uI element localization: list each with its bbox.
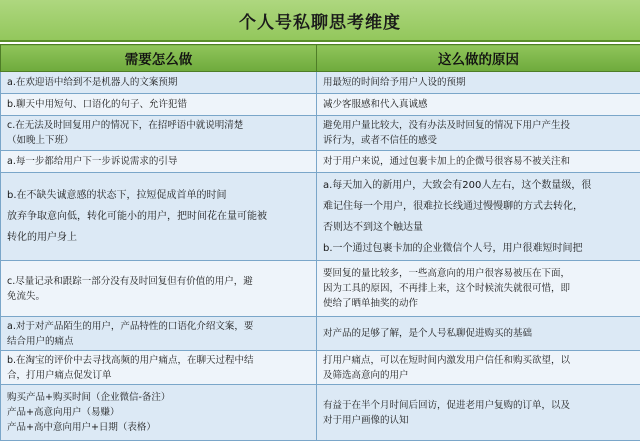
cell-how — [1, 72, 317, 94]
cell-why — [317, 72, 640, 94]
table-title: 个人号私聊思考维度 — [0, 0, 640, 42]
cell-how — [1, 317, 317, 351]
cell-text-line: b.聊天中用短句、口语化的句子、允许犯错 — [7, 99, 188, 110]
cell-how — [1, 385, 317, 441]
cell-why — [317, 351, 640, 385]
cell-text-line: 难记住每一个用户，很难拉长线通过慢慢聊的方式去转化， — [323, 200, 583, 212]
cell-text-line: 免流失。 — [7, 290, 46, 302]
header-why: 这么做的原因 — [317, 45, 640, 72]
strategy-table — [0, 44, 640, 441]
cell-text-line: 对于用户来说，通过包裹卡加上的企微号很容易不被关注和 — [323, 156, 571, 167]
cell-text-line: b.在不缺失诚意感的状态下，拉短促成首单的时间 — [7, 190, 227, 201]
cell-how — [1, 351, 317, 385]
cell-text-line: b.在淘宝的评价中去寻找高频的用户痛点，在聊天过程中结 — [7, 354, 254, 366]
cell-text-line: 否则达不到这个触达量 — [323, 221, 423, 233]
table-row — [1, 351, 640, 385]
cell-how — [1, 173, 317, 261]
cell-text-line: 避免用户量比较大，没有办法及时回复的情况下用户产生投 — [323, 120, 571, 131]
cell-text-line: 及筛选高意向的用户 — [323, 369, 409, 381]
cell-text-line: 对于用户画像的认知 — [323, 414, 409, 426]
cell-text-line: a.每一步都给用户下一步诉说需求的引导 — [7, 156, 178, 167]
cell-text-line: 用最短的时间给予用户人设的预期 — [323, 77, 466, 88]
cell-text-line: 结合用户的痛点 — [7, 335, 74, 347]
cell-why — [317, 116, 640, 151]
cell-why — [317, 151, 640, 173]
cell-text-line: （如晚上下班） — [7, 135, 74, 146]
cell-text-line: 转化的用户身上 — [7, 232, 77, 243]
cell-why — [317, 261, 640, 317]
cell-text-line: 购买产品+购买时间（企业微信-备注） — [7, 392, 171, 403]
cell-text-line: 产品+高意向用户（易赚） — [7, 407, 120, 418]
cell-text-line: c.在无法及时回复用户的情况下，在招呼语中就说明清楚 — [7, 120, 244, 131]
cell-text-line: 放弃争取意向低，转化可能小的用户，把时间花在量可能被 — [7, 211, 267, 222]
cell-why — [317, 385, 640, 441]
cell-text-line: a.对于对产品陌生的用户，产品特性的口语化介绍文案，要 — [7, 320, 254, 332]
table-row — [1, 261, 640, 317]
table-row — [1, 151, 640, 173]
cell-text-line: 对产品的足够了解，是个人号私聊促进购买的基础 — [323, 328, 533, 339]
cell-text-line: 使给了晒单抽奖的动作 — [323, 298, 419, 309]
table-row — [1, 317, 640, 351]
cell-how — [1, 116, 317, 151]
cell-text-line: 有益于在半个月时间后回访，促进老用户复购的订单，以及 — [323, 399, 571, 411]
cell-text-line: 因为工具的原因，不再排上来，这个时候流失就很可惜，即 — [323, 283, 571, 294]
cell-text-line: 打用户痛点，可以在短时间内激发用户信任和购买欲望，以 — [323, 354, 571, 366]
cell-text-line: a.每天加入的新用户，大致会有200人左右，这个数量级，很 — [323, 179, 592, 191]
cell-how — [1, 151, 317, 173]
cell-text-line: 产品+高中意向用户+日期（表格） — [7, 422, 156, 433]
cell-text-line: c.尽量记录和跟踪一部分没有及时回复但有价值的用户，避 — [7, 275, 253, 287]
cell-why — [317, 94, 640, 116]
table-row — [1, 94, 640, 116]
header-how: 需要怎么做 — [1, 45, 317, 72]
table-row — [1, 116, 640, 151]
cell-text-line: a.在欢迎语中给到不是机器人的文案预期 — [7, 77, 178, 88]
table-row — [1, 385, 640, 441]
table-row — [1, 173, 640, 261]
cell-text-line: 减少客服感和代入真诚感 — [323, 99, 428, 110]
table-body — [1, 72, 640, 441]
header-row — [1, 45, 640, 72]
cell-text-line: b.一个通过包裹卡加的企业微信个人号，用户很难短时间把 — [323, 242, 583, 254]
cell-why — [317, 317, 640, 351]
cell-how — [1, 94, 317, 116]
cell-text-line: 合，打用户痛点促发订单 — [7, 369, 112, 381]
cell-why — [317, 173, 640, 261]
cell-text-line: 诉行为，或者不信任的感受 — [323, 135, 438, 146]
table-row — [1, 72, 640, 94]
cell-how — [1, 261, 317, 317]
cell-text-line: 要回复的量比较多，一些高意向的用户很容易被压在下面， — [323, 268, 571, 279]
